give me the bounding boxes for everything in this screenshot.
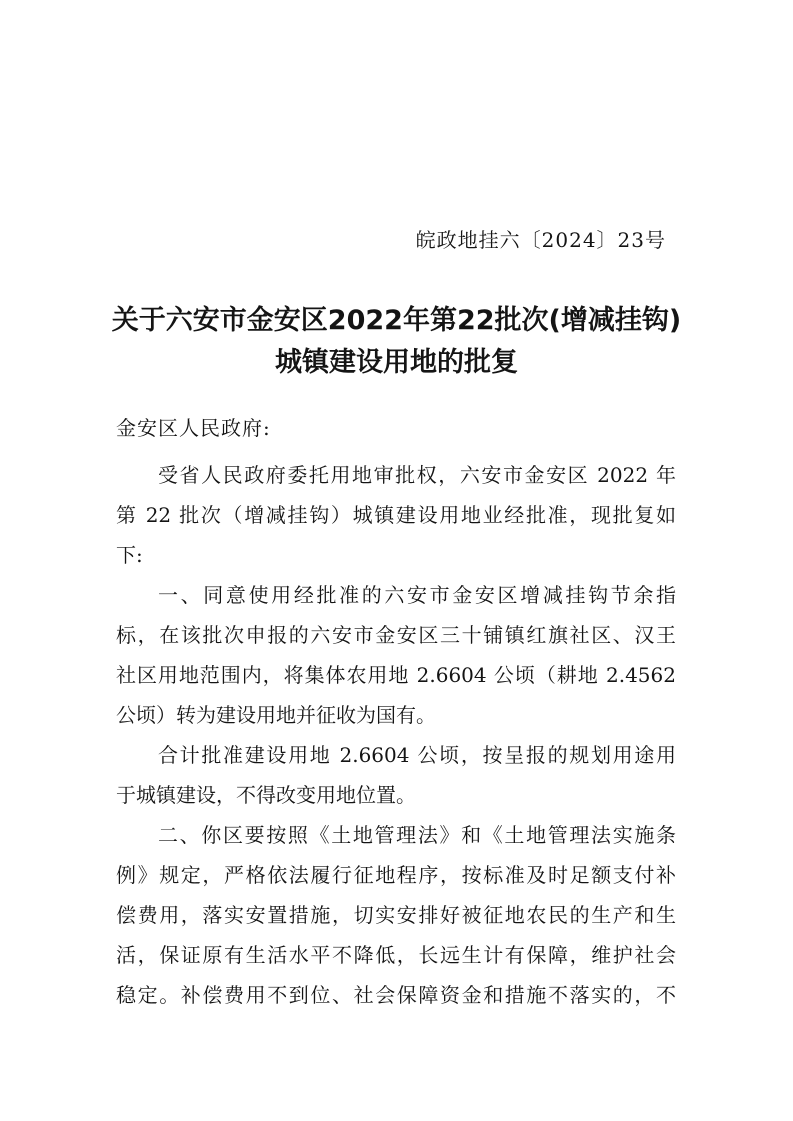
body-line: 二、你区要按照《土地管理法》和《土地管理法实施条 xyxy=(158,823,676,847)
body-line: 一、同意使用经批准的六安市金安区增减挂钩节余指 xyxy=(158,583,676,607)
title-line-2: 城镇建设用地的批复 xyxy=(275,347,518,378)
document-title xyxy=(90,300,703,384)
document-number: 皖政地挂六〔2024〕23号 xyxy=(415,228,666,252)
body-line: 于城镇建设，不得改变用地位置。 xyxy=(116,783,416,807)
body-line: 社区用地范围内，将集体农用地 2.6604 公顷（耕地 2.4562 xyxy=(116,663,676,687)
body-line: 偿费用，落实安置措施，切实安排好被征地农民的生产和生 xyxy=(116,903,676,927)
salutation: 金安区人民政府: xyxy=(116,416,271,440)
body-line: 受省人民政府委托用地审批权，六安市金安区 2022 年 xyxy=(158,463,676,487)
body-line: 合计批准建设用地 2.6604 公顷，按呈报的规划用途用 xyxy=(158,743,676,767)
body-line: 公顷）转为建设用地并征收为国有。 xyxy=(116,703,436,727)
body-line: 下: xyxy=(116,543,143,567)
body-line: 稳定。补偿费用不到位、社会保障资金和措施不落实的，不 xyxy=(116,983,676,1007)
body-line: 标，在该批次申报的六安市金安区三十铺镇红旗社区、汉王 xyxy=(116,623,676,647)
body-line: 例》规定，严格依法履行征地程序，按标准及时足额支付补 xyxy=(116,863,676,887)
title-line-1: 关于六安市金安区2022年第22批次(增减挂钩) xyxy=(111,305,682,336)
body-line: 活，保证原有生活水平不降低，长远生计有保障，维护社会 xyxy=(116,943,676,967)
body-text xyxy=(116,455,676,1015)
body-line: 第 22 批次（增减挂钩）城镇建设用地业经批准，现批复如 xyxy=(116,503,676,527)
